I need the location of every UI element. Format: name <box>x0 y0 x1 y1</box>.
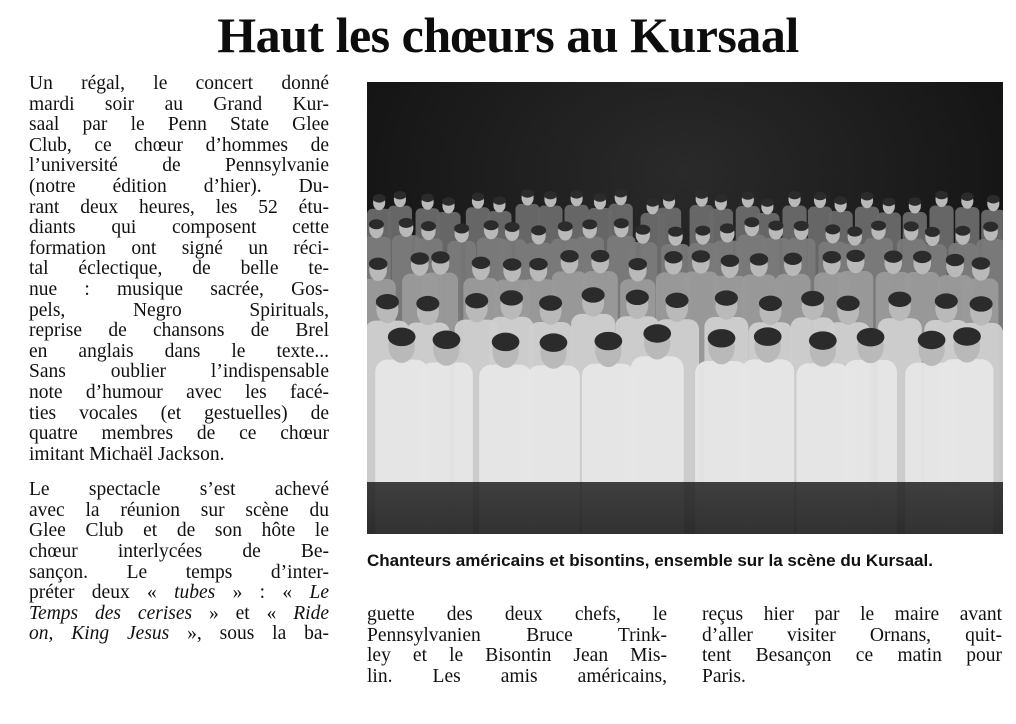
text-line: sançon. Le temps d’inter- <box>29 561 329 583</box>
choir-photo <box>367 82 1003 534</box>
paragraph-2 <box>29 480 329 645</box>
text-line: ties vocales (et gestuelles) de <box>29 402 329 424</box>
text-line: guette des deux chefs, le <box>367 604 667 625</box>
text-line: imitant Michaël Jackson. <box>29 443 225 465</box>
article-column-1 <box>29 74 329 645</box>
text-line: saal par le Penn State Glee <box>29 114 329 136</box>
text-line: pels, Negro Spirituals, <box>29 299 329 321</box>
article-column-2 <box>367 605 667 687</box>
text-line: en anglais dans le texte... <box>29 340 329 362</box>
text-line: tal éclectique, de belle te- <box>29 258 329 280</box>
text-line: nue : musique sacrée, Gos- <box>29 278 329 300</box>
italic-title: Ride <box>293 602 329 624</box>
text-line: diants qui composent cette <box>29 217 329 239</box>
text-line: tent Besançon ce matin pour <box>702 645 1002 667</box>
text-run: » et « <box>192 602 294 624</box>
italic-title: on, King Jesus <box>29 623 170 645</box>
text-line: quatre membres de ce chœur <box>29 423 329 445</box>
text-line: Le spectacle s’est achevé <box>29 479 329 501</box>
text-line <box>29 583 329 604</box>
article-column-3 <box>702 605 1002 687</box>
text-line: lin. Les amis américains, <box>367 665 667 687</box>
text-line: l’université de Pennsylvanie <box>29 155 329 177</box>
text-line <box>29 604 329 625</box>
text-line: ley et le Bisontin Jean Mis- <box>367 645 667 667</box>
italic-title: Temps des cerises <box>29 602 193 624</box>
headline: Haut les chœurs au Kursaal <box>217 7 799 63</box>
paragraph-1 <box>29 74 329 465</box>
text-run: préter deux « <box>29 582 175 604</box>
text-line: reprise de chansons de Brel <box>29 320 329 342</box>
text-line: reçus hier par le maire avant <box>702 604 1002 625</box>
text-run: », sous la ba- <box>169 623 329 645</box>
text-line: note d’humour avec les facé- <box>29 381 329 403</box>
text-line: mardi soir au Grand Kur- <box>29 93 329 115</box>
text-line: chœur interlycées de Be- <box>29 541 329 563</box>
italic-title: Le <box>309 582 330 604</box>
text-line: Paris. <box>702 665 746 687</box>
choir-photo-illustration <box>367 82 1003 534</box>
text-line: Un régal, le concert donné <box>29 73 329 94</box>
text-line: Pennsylvanien Bruce Trink- <box>367 624 667 646</box>
text-line: Sans oublier l’indispensable <box>29 361 329 383</box>
text-line: Glee Club et de son hôte le <box>29 520 329 542</box>
text-line: d’aller visiter Ornans, quit- <box>702 624 1002 646</box>
text-run: » : « <box>215 582 310 604</box>
text-line: avec la réunion sur scène du <box>29 499 329 521</box>
italic-title: tubes <box>174 582 216 604</box>
text-line: Club, ce chœur d’hommes de <box>29 134 329 156</box>
text-line: formation ont signé un réci- <box>29 237 329 259</box>
text-line: rant deux heures, les 52 étu- <box>29 196 329 218</box>
text-line: (notre édition d’hier). Du- <box>29 175 329 197</box>
text-line <box>29 624 329 645</box>
photo-caption: Chanteurs américains et bisontins, ensemble sur la scène du Kursaal. <box>367 551 933 570</box>
